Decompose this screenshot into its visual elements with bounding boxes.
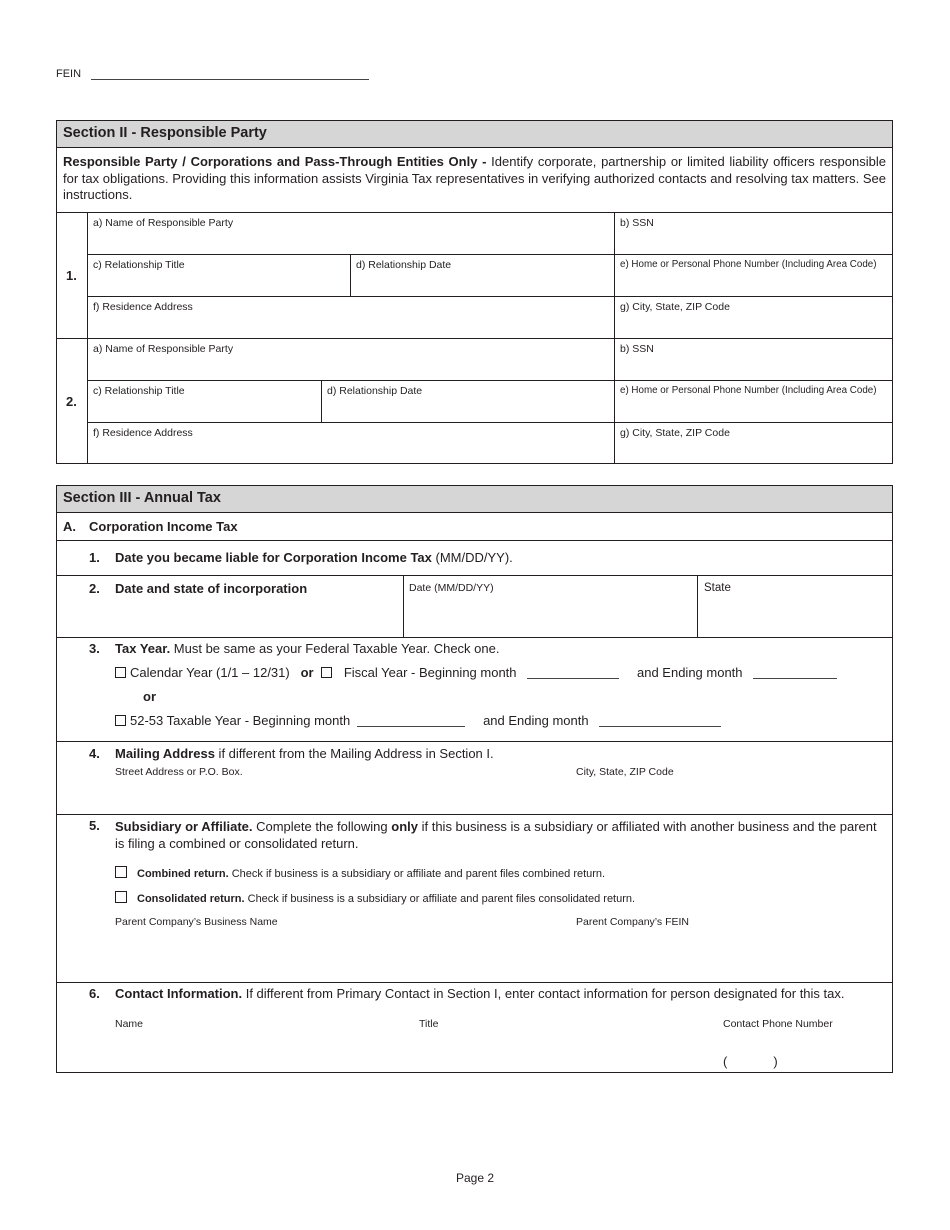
party-1-date-label: d) Relationship Date — [356, 259, 452, 271]
part-a-title: Corporation Income Tax — [89, 519, 238, 534]
party-2-number: 2. — [66, 394, 77, 409]
party-1-address-label: f) Residence Address — [93, 301, 193, 313]
party-1-city-label: g) City, State, ZIP Code — [620, 301, 730, 313]
consolidated-return-checkbox[interactable] — [115, 891, 127, 903]
consolidated-return-row: Consolidated return. Check if business is a subsidiary or affiliate and parent files consolidated return. — [115, 891, 635, 905]
party-2-address-label: f) Residence Address — [93, 427, 193, 439]
contact-phone-area-code[interactable]: ( ) — [723, 1054, 778, 1069]
contact-title-label: Title — [419, 1018, 439, 1030]
party-1-title-label: c) Relationship Title — [93, 259, 185, 271]
party-2-ssn-label: b) SSN — [620, 343, 654, 355]
taxable-ending-month-field[interactable] — [599, 715, 721, 727]
fein-label: FEIN — [56, 68, 82, 80]
item-4-city-label: City, State, ZIP Code — [576, 766, 674, 778]
section-2-responsible-party — [56, 120, 893, 464]
item-3-row-2: 52-53 Taxable Year - Beginning month and Ending month — [115, 713, 721, 728]
section-2-intro — [57, 148, 892, 212]
combined-return-checkbox[interactable] — [115, 866, 127, 878]
party-2-city-label: g) City, State, ZIP Code — [620, 427, 730, 439]
party-1-ssn-label: b) SSN — [620, 217, 654, 229]
party-1-name-label: a) Name of Responsible Party — [93, 217, 234, 229]
contact-phone-label: Contact Phone Number — [723, 1018, 833, 1030]
item-6-text: Contact Information. If different from Primary Contact in Section I, enter contact information for person designated for this tax. — [115, 986, 845, 1001]
party-2-name-label: a) Name of Responsible Party — [93, 343, 234, 355]
item-4-number: 4. — [89, 746, 100, 761]
item-4-text: Mailing Address if different from the Mailing Address in Section I. — [115, 746, 494, 761]
party-2-phone-label: e) Home or Personal Phone Number (Including Area Code) — [620, 385, 877, 396]
parent-name-label: Parent Company’s Business Name — [115, 916, 278, 928]
taxable-beginning-month-field[interactable] — [357, 715, 465, 727]
item-2-date-label: Date (MM/DD/YY) — [409, 582, 494, 594]
item-3-number: 3. — [89, 641, 100, 656]
section-3-title: Section III - Annual Tax — [57, 486, 892, 513]
part-a-letter: A. — [63, 519, 76, 534]
item-5-text: Subsidiary or Affiliate. Complete the following only if this business is a subsidiary or affiliated with another business and the parent is filing a combined or consolidated return. — [115, 819, 877, 851]
parent-fein-label: Parent Company’s FEIN — [576, 916, 690, 928]
calendar-year-checkbox[interactable] — [115, 667, 126, 678]
item-6-number: 6. — [89, 986, 100, 1001]
section-2-title: Section II - Responsible Party — [57, 121, 892, 148]
party-1-phone-label: e) Home or Personal Phone Number (Including Area Code) — [620, 259, 877, 270]
section-3-annual-tax — [56, 485, 893, 1073]
item-2-number: 2. — [89, 581, 100, 596]
contact-name-label: Name — [115, 1018, 144, 1030]
calendar-year-label: Calendar Year (1/1 – 12/31) — [130, 665, 290, 680]
item-5-number: 5. — [89, 818, 100, 833]
section-2-intro-bold: Responsible Party / Corporations and Pass-Through Entities Only - — [63, 154, 487, 169]
party-1-number: 1. — [66, 268, 77, 283]
item-4-street-label: Street Address or P.O. Box. — [115, 766, 243, 778]
section-2-intro-text: Identify corporate, partnership or limited liability officers responsible for tax obligations. Providing this information assists Virginia Tax representatives in verifying authorized contacts and resolving tax matters. See instructions. — [63, 154, 886, 202]
fiscal-ending-month-field[interactable] — [753, 667, 837, 679]
taxable-year-checkbox[interactable] — [115, 715, 126, 726]
item-3-or: or — [143, 689, 156, 704]
item-3-text: Tax Year. Must be same as your Federal Taxable Year. Check one. — [115, 641, 500, 656]
fiscal-year-checkbox[interactable] — [321, 667, 332, 678]
item-3-row-1: Calendar Year (1/1 – 12/31) or Fiscal Year - Beginning month and Ending month — [115, 665, 837, 680]
item-1-number: 1. — [89, 550, 100, 565]
fiscal-beginning-month-field[interactable] — [527, 667, 619, 679]
taxable-year-label: 52-53 Taxable Year - Beginning month — [130, 713, 351, 728]
combined-return-row: Combined return. Check if business is a subsidiary or affiliate and parent files combined return. — [115, 866, 605, 880]
party-2-title-label: c) Relationship Title — [93, 385, 185, 397]
fein-field[interactable] — [91, 79, 369, 80]
fiscal-year-label: Fiscal Year - Beginning month — [343, 665, 517, 680]
item-1-text: Date you became liable for Corporation Income Tax (MM/DD/YY). — [115, 550, 513, 565]
page-number: Page 2 — [455, 1171, 495, 1185]
item-2-text: Date and state of incorporation — [115, 581, 308, 596]
item-2-state-label: State — [704, 582, 731, 594]
party-2-date-label: d) Relationship Date — [327, 385, 423, 397]
